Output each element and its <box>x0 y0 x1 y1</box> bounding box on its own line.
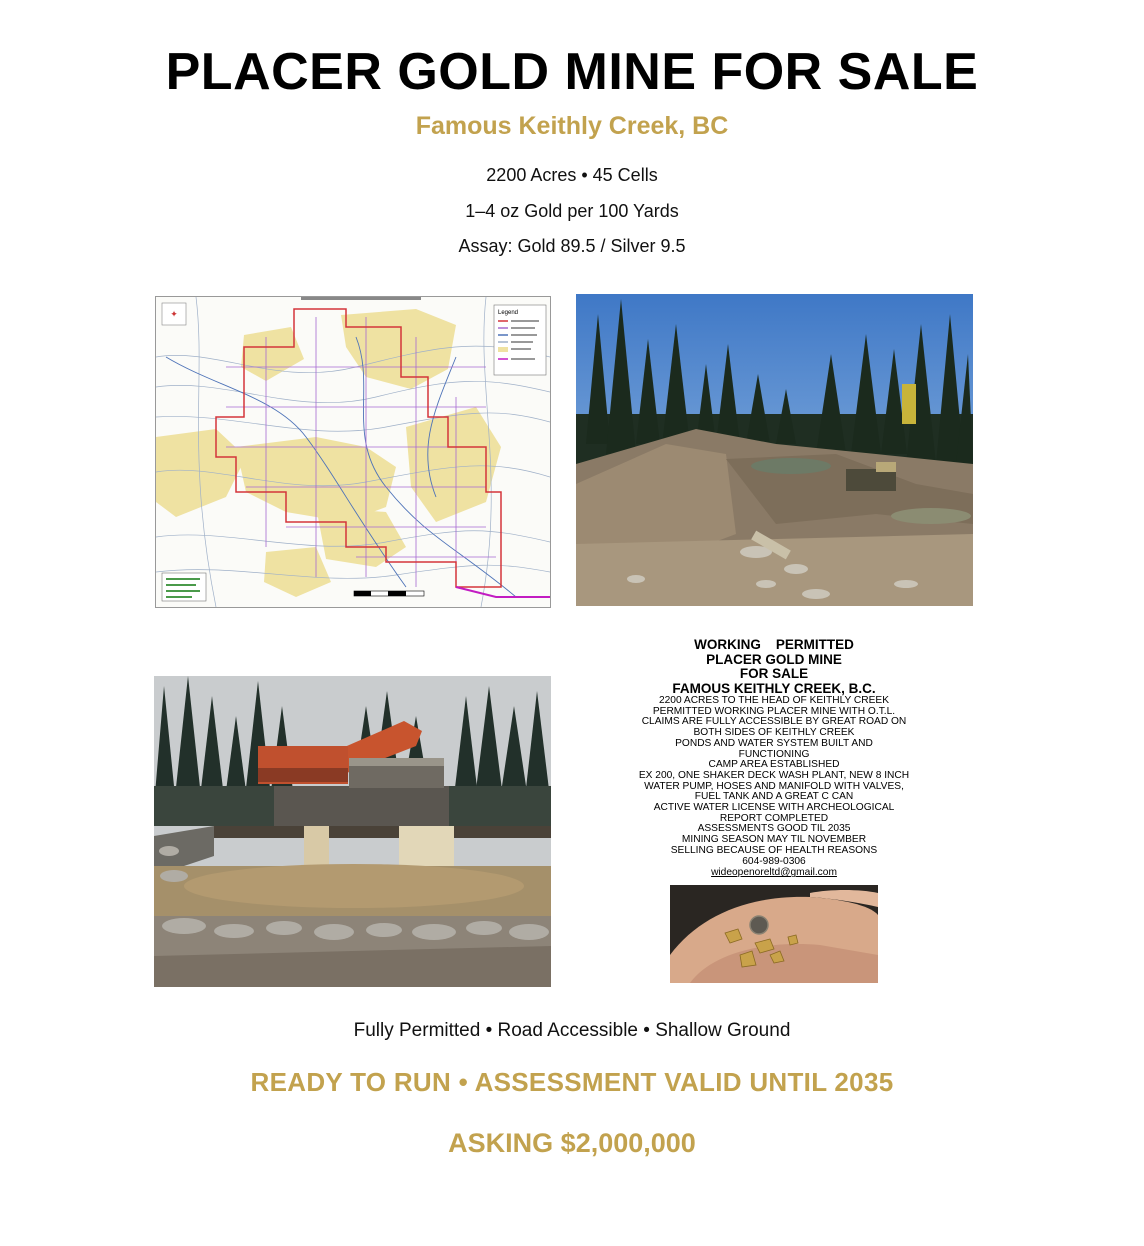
ad-heading-3: FOR SALE <box>739 666 809 681</box>
ad-line: EX 200, ONE SHAKER DECK WASH PLANT, NEW 8 INCH <box>638 769 910 781</box>
asking-price: ASKING $2,000,000 <box>448 1128 696 1158</box>
ad-line: CAMP AREA ESTABLISHED <box>708 759 840 771</box>
ad-line: FUEL TANK AND A GREAT C CAN <box>694 791 854 803</box>
ad-line: PONDS AND WATER SYSTEM BUILT AND <box>675 737 873 749</box>
ad-line: ASSESSMENTS GOOD TIL 2035 <box>697 823 851 835</box>
ad-heading-1: WORKING PERMITTED <box>694 637 854 652</box>
map-legend-title: Legend <box>498 310 519 316</box>
mine-site-photo <box>576 294 973 606</box>
ad-line: WATER PUMP, HOSES AND MANIFOLD WITH VALVES, <box>644 780 904 792</box>
ad-heading-4: FAMOUS KEITHLY CREEK, B.C. <box>672 680 876 696</box>
ad-email-link[interactable]: wideopenoreltd@gmail.com <box>711 867 837 879</box>
ad-line: 2200 ACRES TO THE HEAD OF KEITHLY CREEK <box>658 695 890 706</box>
ad-line: FUNCTIONING <box>738 748 810 760</box>
location-subtitle: Famous Keithly Creek, BC <box>415 112 729 140</box>
ad-line: PERMITTED WORKING PLACER MINE WITH O.T.L. <box>652 705 896 717</box>
claim-map-image <box>155 296 551 608</box>
spec-acres-cells: 2200 Acres • 45 Cells <box>486 165 658 185</box>
ad-heading-2: PLACER GOLD MINE <box>706 651 842 667</box>
listing-details <box>596 638 952 878</box>
features-line: Fully Permitted • Road Accessible • Shallow Ground <box>353 1020 791 1041</box>
ad-line: MINING SEASON MAY TIL NOVEMBER <box>681 834 867 846</box>
ad-phone: 604-989-0306 <box>742 855 806 867</box>
spec-assay: Assay: Gold 89.5 / Silver 9.5 <box>458 236 686 256</box>
page-title: PLACER GOLD MINE FOR SALE <box>165 43 979 101</box>
ad-line: SELLING BECAUSE OF HEALTH REASONS <box>670 844 878 856</box>
wash-plant-photo <box>154 676 551 987</box>
ad-line: CLAIMS ARE FULLY ACCESSIBLE BY GREAT ROAD ON <box>641 716 907 728</box>
ad-line: BOTH SIDES OF KEITHLY CREEK <box>693 727 855 739</box>
gold-nuggets-photo <box>670 885 878 983</box>
ready-to-run-banner: READY TO RUN • ASSESSMENT VALID UNTIL 2035 <box>250 1067 894 1097</box>
svg-text:✦: ✦ <box>170 309 178 319</box>
ad-line: ACTIVE WATER LICENSE WITH ARCHEOLOGICAL <box>653 802 895 814</box>
spec-gold-yield: 1–4 oz Gold per 100 Yards <box>465 201 679 221</box>
ad-line: REPORT COMPLETED <box>719 812 829 824</box>
